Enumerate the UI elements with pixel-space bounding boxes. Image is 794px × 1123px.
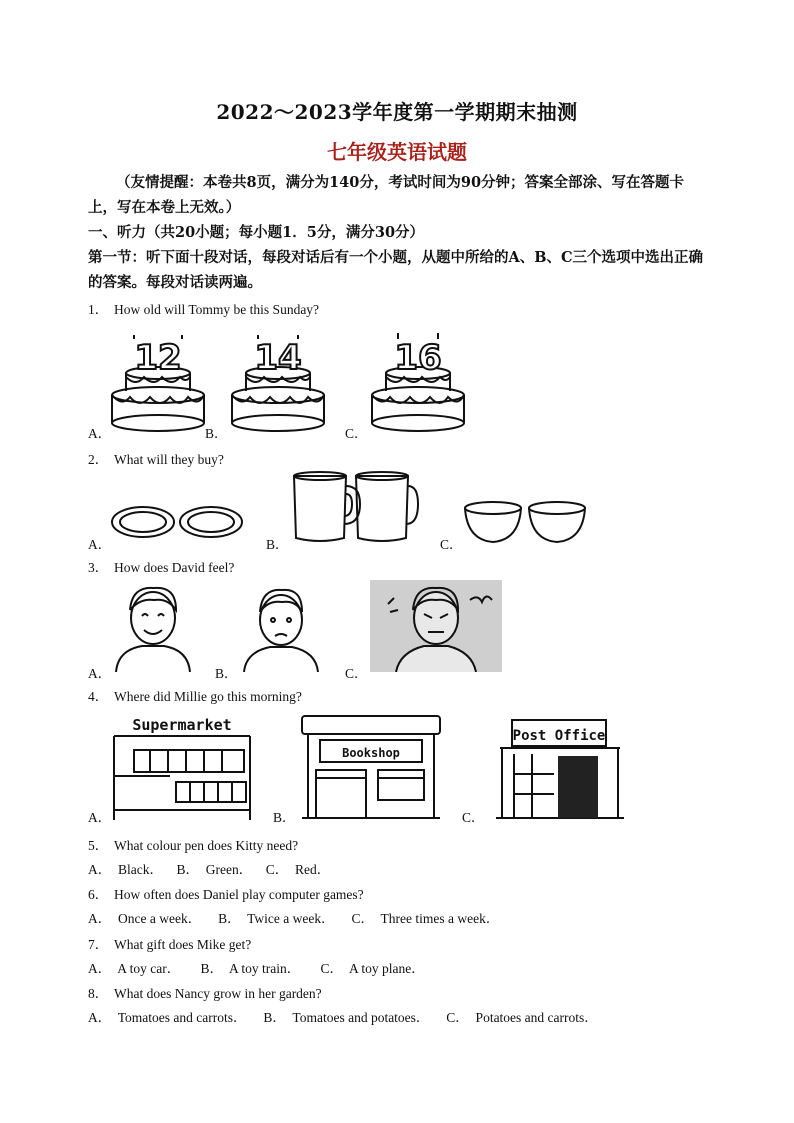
bookshop-image: [298, 712, 444, 822]
section-heading: 一、听力（共20小题；每小题1．5分，满分30分）: [88, 224, 425, 241]
plates-image: [110, 502, 245, 542]
question-6-options: A． Once a week． B． Twice a week． C． Three times a week．: [88, 911, 500, 926]
bookshop-sign: Bookshop: [342, 746, 400, 760]
q4-option-b-label: B．: [273, 810, 296, 825]
cake-12-image: [108, 325, 208, 435]
question-3: 3． How does David feel?: [88, 560, 235, 575]
question-8-options: A． Tomatoes and carrots． B． Tomatoes and potatoes． C． Potatoes and carrots．: [88, 1010, 598, 1025]
happy-boy-image: [112, 580, 194, 672]
cake-number-a: 12: [134, 338, 182, 378]
post-office-image: [492, 714, 627, 822]
question-4: 4． Where did Millie go this morning?: [88, 689, 302, 704]
q2-option-a-label: A．: [88, 537, 112, 552]
section-instructions: 第一节：听下面十段对话，每段对话后有一个小题，从题中所给的A、B、C三个选项中选出正确的答案。每段对话读两遍。: [88, 249, 704, 291]
question-8: 8． What does Nancy grow in her garden?: [88, 986, 322, 1001]
exam-title: 2022～2023学年度第一学期期末抽测: [216, 100, 578, 124]
cake-number-b: 14: [254, 338, 302, 378]
supermarket-image: [110, 710, 255, 822]
q3-option-c-label: C．: [345, 666, 368, 681]
q4-option-a-label: A．: [88, 810, 112, 825]
post-office-sign: Post Office: [512, 728, 606, 744]
bowls-image: [463, 500, 588, 546]
question-7: 7． What gift does Mike get?: [88, 937, 252, 952]
question-5-options: A． Black． B． Green． C． Red．: [88, 862, 331, 877]
angry-boy-image: [370, 580, 502, 672]
exam-subtitle: 七年级英语试题: [327, 140, 467, 164]
question-2: 2． What will they buy?: [88, 452, 224, 467]
question-7-options: A． A toy car． B． A toy train． C． A toy plane．: [88, 961, 425, 976]
question-1: 1． How old will Tommy be this Sunday?: [88, 302, 320, 317]
mugs-image: [290, 470, 420, 545]
question-5: 5． What colour pen does Kitty need?: [88, 838, 299, 853]
notice-text: （友情提醒：本卷共8页，满分为140分，考试时间为90分钟；答案全部涂、写在答题卡上，写在本卷上无效。）: [88, 174, 685, 216]
q3-option-a-label: A．: [88, 666, 112, 681]
q2-option-c-label: C．: [440, 537, 463, 552]
q4-option-c-label: C．: [462, 810, 485, 825]
cake-number-c: 16: [394, 338, 442, 378]
supermarket-sign: Supermarket: [132, 716, 232, 734]
cake-16-image: [368, 325, 468, 435]
question-6: 6． How often does Daniel play computer games?: [88, 887, 364, 902]
q1-option-a-label: A．: [88, 426, 112, 441]
q1-option-b-label: B．: [205, 426, 228, 441]
cake-14-image: [228, 325, 328, 435]
q3-option-b-label: B．: [215, 666, 238, 681]
q2-option-b-label: B．: [266, 537, 289, 552]
q1-option-c-label: C．: [345, 426, 368, 441]
sad-boy-image: [240, 582, 322, 672]
